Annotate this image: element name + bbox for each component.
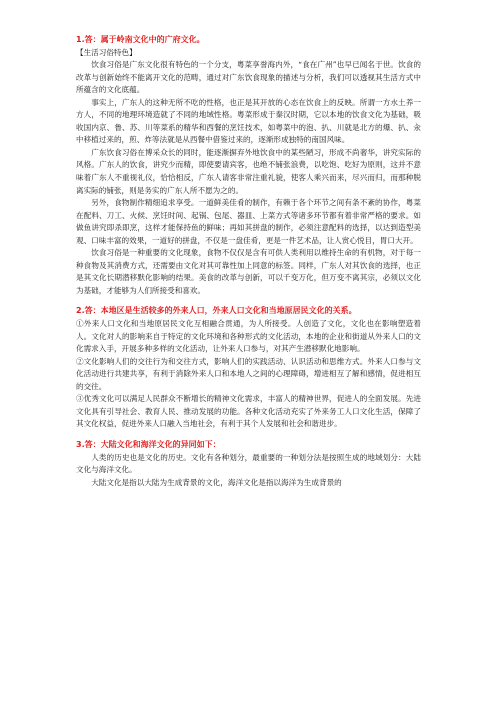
- section-3-paragraph-2: 大陆文化是指以大陆为生成背景的文化，海洋文化是指以海洋为生成背景的: [91, 477, 342, 487]
- section-1-paragraph-3: 广东饮食习俗在博采众长的同时，能逐渐摒弃外地饮食中的某些陋习，形成不尚奢华，讲究实际的风格。广东人的饮食，讲究少而精，即使要请宾客，也绝不铺张浪费，以吃饱、吃好为原则，这并不意味着广东人不重视礼仪，恰恰相反，广东人请客非常注重礼貌，使客人乘兴而来，尽兴而归，而那种脱离实际的铺张，则是务实的广东人所不愿为之的。: [76, 147, 421, 195]
- section-1-heading: 1.答：属于岭南文化中的广府文化。: [76, 35, 205, 44]
- section-1-paragraph-1: 饮食习俗是广东文化很有特色的一个分支，粤菜享誉海内外，“食在广州”也早已闻名于世。饮食的改革与创新始终不能离开文化的范畴，通过对广东饮食现象的描述与分析，我们可以透视其生活方式中所蕴含的文化底蕴。: [76, 60, 421, 95]
- document-page: [76, 34, 421, 489]
- section-2-point-3: ③优秀文化可以满足人民群众不断增长的精神文化需求，丰富人的精神世界，促进人的全面发展。先进文化具有引导社会、教育人民、推动发展的功能。各种文化活动充实了外来务工人口文化生活，保障了其文化权益，促进外来人口融入当地社会，有利于其个人发展和社会和谐进步。: [76, 394, 421, 429]
- section-3-paragraph-1: 人类的历史也是文化的历史。文化有各种划分，最重要的一种划分法是按照生成的地域划分：大陆文化与海洋文化。: [76, 452, 421, 475]
- section-2-point-2: ②文化影响人们的交往行为和交往方式，影响人们的实践活动、认识活动和思维方式。外来人口参与文化活动进行共建共享，有利于消除外来人口和本地人之间的心理障碍，增进相互了解和感情，促进相互的交往。: [76, 356, 421, 391]
- section-1-paragraph-4: 另外，食物制作精细追求享受。一道鲜美佳肴的制作，有赖于各个环节之间有条不紊的协作，粤菜在配料、刀工、火候、烹饪时间、起锅、包尾、器皿、上菜方式等诸多环节都有着非常严格的要求。如做鱼讲究即杀即烹，这样才能保持鱼的鲜味；再如其拼盘的制作，必须注意配料的选择，以达到造型美观、口味丰富的效果，一道好的拼盘，不仅是一盘佳肴，更是一件艺术品，让人赏心悦目，胃口大开。: [76, 198, 421, 245]
- section-1-paragraph-5: 饮食习俗是一种重要的文化现象，食物不仅仅是含有可供人类利用以维持生命的有机物，对于每一种食物及其消费方式，还需要由文化对其可靠性加上同意的标签。同样，广东人对其饮食的选择，也正是其文化长期潜移默化影响的结果。美食的改革与创新，可以千变万化，但万变不离其宗，必须以文化为基础，才能够为人们所接受和喜欢。: [76, 248, 421, 295]
- section-1-paragraph-2: 事实上，广东人的这种无所不吃的性格，也正是其开放的心态在饮食上的反映。所谓一方水土养一方人，不同的地理环境造就了不同的地域性格。粤菜形成于秦汉时期，它以本地的饮食文化为基础，吸收国内京、鲁、苏、川等菜系的精华和西餐的烹饪技术，如粤菜中的泡、扒、川就是北方的爆、扒、汆中移植过来的，煎、炸等法就是从西餐中借鉴过来的，逐渐形成独特的南国风味。: [76, 97, 421, 145]
- section-3-heading: 3.答：大陆文化和海洋文化的异同如下：: [76, 439, 221, 449]
- section-1-tag: 【生活习俗特色】: [76, 47, 137, 57]
- section-2-heading: 2.答：本地区是生活较多的外来人口，外来人口文化和当地原居民文化的关系。: [76, 306, 357, 316]
- section-2-point-1: ①外来人口文化和当地原居民文化互相融合贯通，为人所接受。人创造了文化，文化也在影响塑造着人。文化对人的影响来自于特定的文化环境和各种形式的文化活动，本地的企业和街道从外来人口的文化需求入手，开展多种多样的文化活动，让外来人口参与，对其产生潜移默化地影响。: [76, 319, 421, 354]
- section-gap: [76, 431, 421, 439]
- section-gap: [76, 297, 421, 305]
